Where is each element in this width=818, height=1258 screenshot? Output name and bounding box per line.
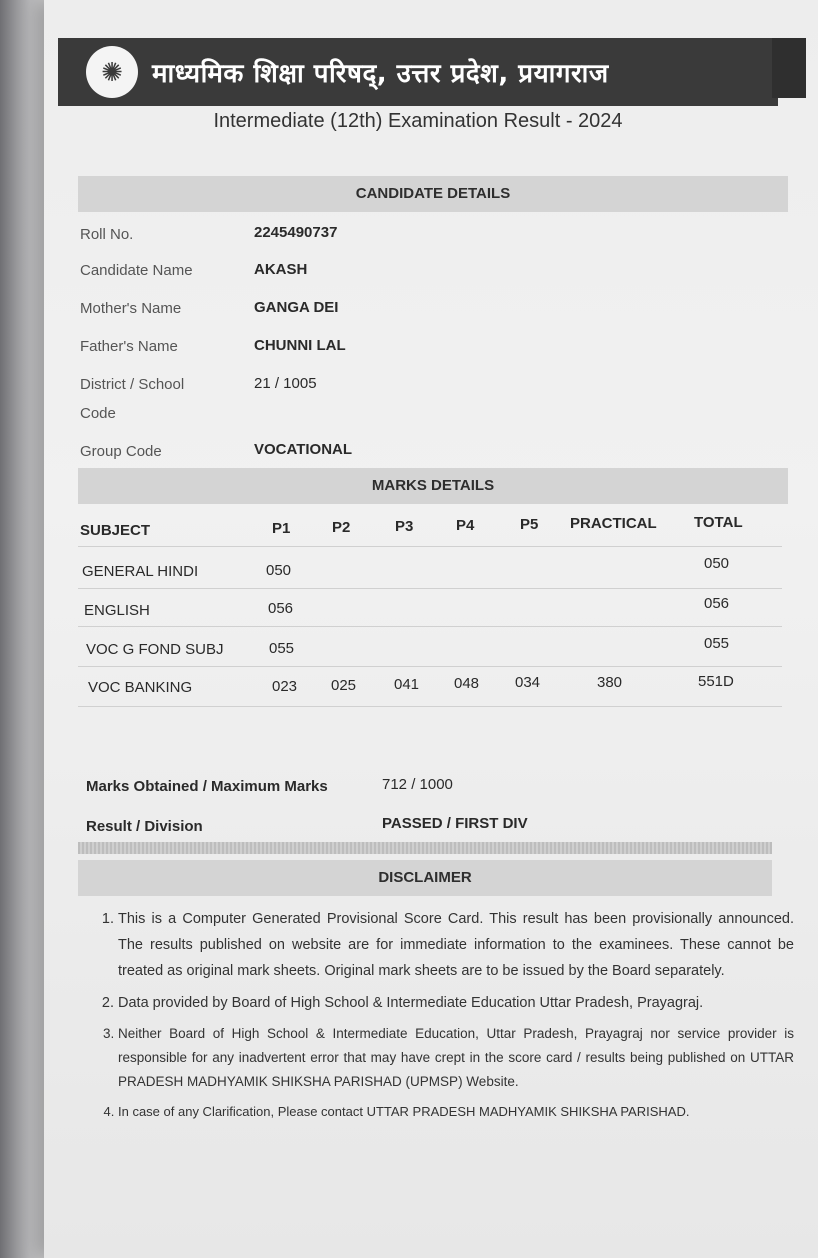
district-school-label-code: Code	[80, 405, 116, 422]
disclaimer-item: 3. Neither Board of High School & Intermediate Education, Uttar Pradesh, Prayagraj nor service provider is responsible for any inadvertent error that may have crept in the score card / results being published on UTTAR PRADESH MADHYAMIK SHIKSHA PARISHAD (UPMSP) Website.	[118, 1022, 794, 1094]
mark-total: 055	[704, 635, 730, 652]
marks-details-heading: MARKS DETAILS	[78, 468, 788, 504]
result-division-value: PASSED / FIRST DIV	[382, 815, 528, 832]
marks-obtained-label: Marks Obtained / Maximum Marks	[86, 778, 328, 795]
col-p2: P2	[332, 519, 351, 536]
mark-p1: 023	[272, 678, 298, 695]
father-name-label: Father's Name	[80, 338, 178, 355]
corner-ribbon-icon	[772, 38, 806, 98]
mother-name-label: Mother's Name	[80, 300, 182, 317]
group-code-label: Group Code	[80, 443, 162, 460]
disclaimer-heading: DISCLAIMER	[78, 860, 772, 896]
col-p5: P5	[520, 516, 539, 533]
subject-name: ENGLISH	[84, 602, 150, 619]
subject-name: GENERAL HINDI	[82, 563, 199, 580]
mark-p4: 048	[454, 675, 480, 692]
roll-no-label: Roll No.	[80, 226, 134, 243]
board-name: माध्यमिक शिक्षा परिषद्, उत्तर प्रदेश, प्रयागराज	[152, 59, 609, 89]
mark-total: 050	[704, 555, 730, 572]
col-p3: P3	[395, 518, 414, 535]
district-school-label: District / School	[80, 376, 185, 393]
group-code-value: VOCATIONAL	[254, 441, 353, 458]
mark-p1: 055	[269, 640, 295, 657]
mark-total: 551D	[698, 673, 734, 690]
mark-p1: 050	[266, 562, 292, 579]
disclaimer-item: 1. This is a Computer Generated Provisional Score Card. This result has been provisionally announced. The results published on website are for immediate information to the examinees. These cannot be treated as original mark sheets. Original mark sheets are to be issued by the Board separately.	[118, 906, 794, 984]
row-divider	[78, 706, 782, 707]
col-subject: SUBJECT	[80, 522, 151, 539]
mark-p1: 056	[268, 600, 294, 617]
disclaimer-item: 2. Data provided by Board of High School & Intermediate Education Uttar Pradesh, Prayagraj.	[118, 990, 794, 1016]
disclaimer-list	[86, 906, 794, 1130]
mark-p2: 025	[331, 677, 357, 694]
section-divider	[78, 842, 772, 854]
roll-no-value: 2245490737	[254, 224, 338, 241]
disclaimer-item: 4. In case of any Clarification, Please contact UTTAR PRADESH MADHYAMIK SHIKSHA PARISHAD.	[118, 1100, 794, 1124]
result-division-label: Result / Division	[86, 818, 203, 835]
col-p1: P1	[272, 520, 291, 537]
candidate-details-heading: CANDIDATE DETAILS	[78, 176, 788, 212]
district-school-value: 21 / 1005	[254, 375, 317, 392]
father-name-value: CHUNNI LAL	[254, 337, 346, 354]
row-divider	[78, 588, 782, 589]
candidate-name-value: AKASH	[254, 261, 308, 278]
marks-obtained-value: 712 / 1000	[382, 776, 453, 793]
exam-title: Intermediate (12th) Examination Result - 2024	[213, 110, 623, 132]
mark-p3: 041	[394, 676, 420, 693]
mark-practical: 380	[597, 674, 623, 691]
row-divider	[78, 546, 782, 547]
board-banner	[58, 38, 778, 106]
row-divider	[78, 666, 782, 667]
col-total: TOTAL	[694, 514, 743, 531]
mark-total: 056	[704, 595, 730, 612]
col-practical: PRACTICAL	[570, 515, 657, 532]
mother-name-value: GANGA DEI	[254, 299, 339, 316]
row-divider	[78, 626, 782, 627]
col-p4: P4	[456, 517, 475, 534]
mark-p5: 034	[515, 674, 541, 691]
board-emblem-icon: ✺	[86, 46, 138, 98]
subject-name: VOC G FOND SUBJ	[86, 641, 224, 658]
subject-name: VOC BANKING	[88, 679, 193, 696]
candidate-name-label: Candidate Name	[80, 262, 193, 279]
